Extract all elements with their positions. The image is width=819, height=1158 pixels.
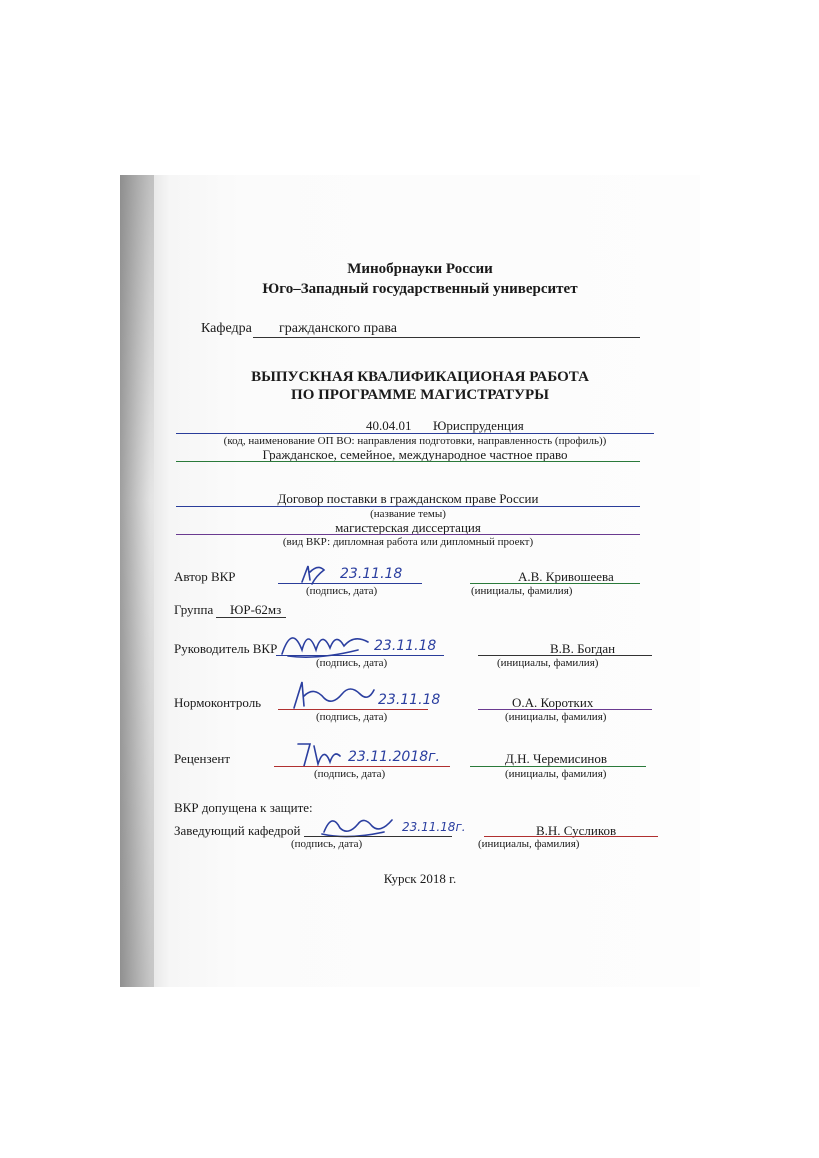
reviewer-name: Д.Н. Черемисинов	[505, 751, 608, 766]
ministry-title: Минобрнауки России	[347, 261, 493, 277]
author-name-caption: (инициалы, фамилия)	[471, 585, 573, 597]
normcontrol-sign-line	[278, 709, 428, 710]
supervisor-sign-caption: (подпись, дата)	[316, 657, 388, 669]
reviewer-sign-caption: (подпись, дата)	[314, 768, 386, 780]
author-name-line	[470, 583, 640, 584]
work-kind-caption: (вид ВКР: дипломная работа или дипломный проект)	[282, 536, 534, 548]
topic-caption: (название темы)	[370, 508, 446, 520]
program-profile: Гражданское, семейное, международное частное право	[262, 447, 568, 462]
reviewer-label: Рецензент	[174, 751, 231, 766]
author-label: Автор ВКР	[174, 569, 236, 584]
normcontrol-name-line	[478, 709, 652, 710]
author-sign-date: 23.11.18	[340, 566, 403, 582]
city-year: Курск 2018 г.	[383, 871, 457, 886]
work-title-line1: ВЫПУСКНАЯ КВАЛИФИКАЦИОНАЯ РАБОТА	[251, 369, 589, 385]
normcontrol-name-caption: (инициалы, фамилия)	[505, 711, 607, 723]
group-underline	[216, 617, 286, 618]
head-name-caption: (инициалы, фамилия)	[478, 838, 580, 850]
supervisor-label: Руководитель ВКР	[174, 641, 278, 656]
profile-underline	[176, 461, 640, 462]
author-sign-line	[278, 583, 422, 584]
reviewer-sign-date: 23.11.2018г.	[348, 749, 440, 765]
topic-underline	[176, 506, 640, 507]
supervisor-sign-date: 23.11.18	[374, 638, 437, 654]
normcontrol-sign-caption: (подпись, дата)	[316, 711, 388, 723]
reviewer-sign-line	[274, 766, 450, 767]
normcontrol-name: О.А. Коротких	[512, 695, 594, 710]
program-name: Юриспруденция	[433, 418, 524, 433]
work-kind: магистерская диссертация	[335, 520, 481, 535]
supervisor-name: В.В. Богдан	[550, 641, 616, 656]
work-title-line2: ПО ПРОГРАММЕ МАГИСТРАТУРЫ	[291, 387, 549, 403]
head-sign-date: 23.11.18г.	[402, 820, 466, 834]
work-kind-underline	[176, 534, 640, 535]
department-underline	[253, 337, 640, 338]
department-label: Кафедра	[201, 321, 252, 336]
author-name: А.В. Кривошеева	[518, 569, 614, 584]
author-sign-caption: (подпись, дата)	[306, 585, 378, 597]
normcontrol-label: Нормоконтроль	[174, 695, 262, 710]
head-name-line	[484, 836, 658, 837]
reviewer-name-caption: (инициалы, фамилия)	[505, 768, 607, 780]
head-label: Заведующий кафедрой	[174, 823, 301, 838]
department-value: гражданского права	[279, 321, 398, 336]
reviewer-name-line	[470, 766, 646, 767]
group-value: ЮР-62мз	[230, 602, 282, 617]
normcontrol-signature	[288, 676, 378, 716]
head-name: В.Н. Сусликов	[536, 823, 617, 838]
program-caption: (код, наименование ОП ВО: направления подготовки, направленность (профиль))	[223, 435, 607, 447]
normcontrol-sign-date: 23.11.18	[378, 692, 441, 708]
head-sign-caption: (подпись, дата)	[291, 838, 363, 850]
university-title: Юго–Западный государственный университет	[262, 281, 578, 297]
group-label: Группа	[174, 602, 214, 617]
supervisor-sign-line	[276, 655, 444, 656]
admission-label: ВКР допущена к защите:	[174, 800, 313, 815]
program-underline	[176, 433, 654, 434]
topic-value: Договор поставки в гражданском праве России	[277, 491, 539, 506]
program-code: 40.04.01	[366, 418, 412, 433]
supervisor-name-line	[478, 655, 652, 656]
head-sign-line	[304, 836, 452, 837]
supervisor-name-caption: (инициалы, фамилия)	[497, 657, 599, 669]
